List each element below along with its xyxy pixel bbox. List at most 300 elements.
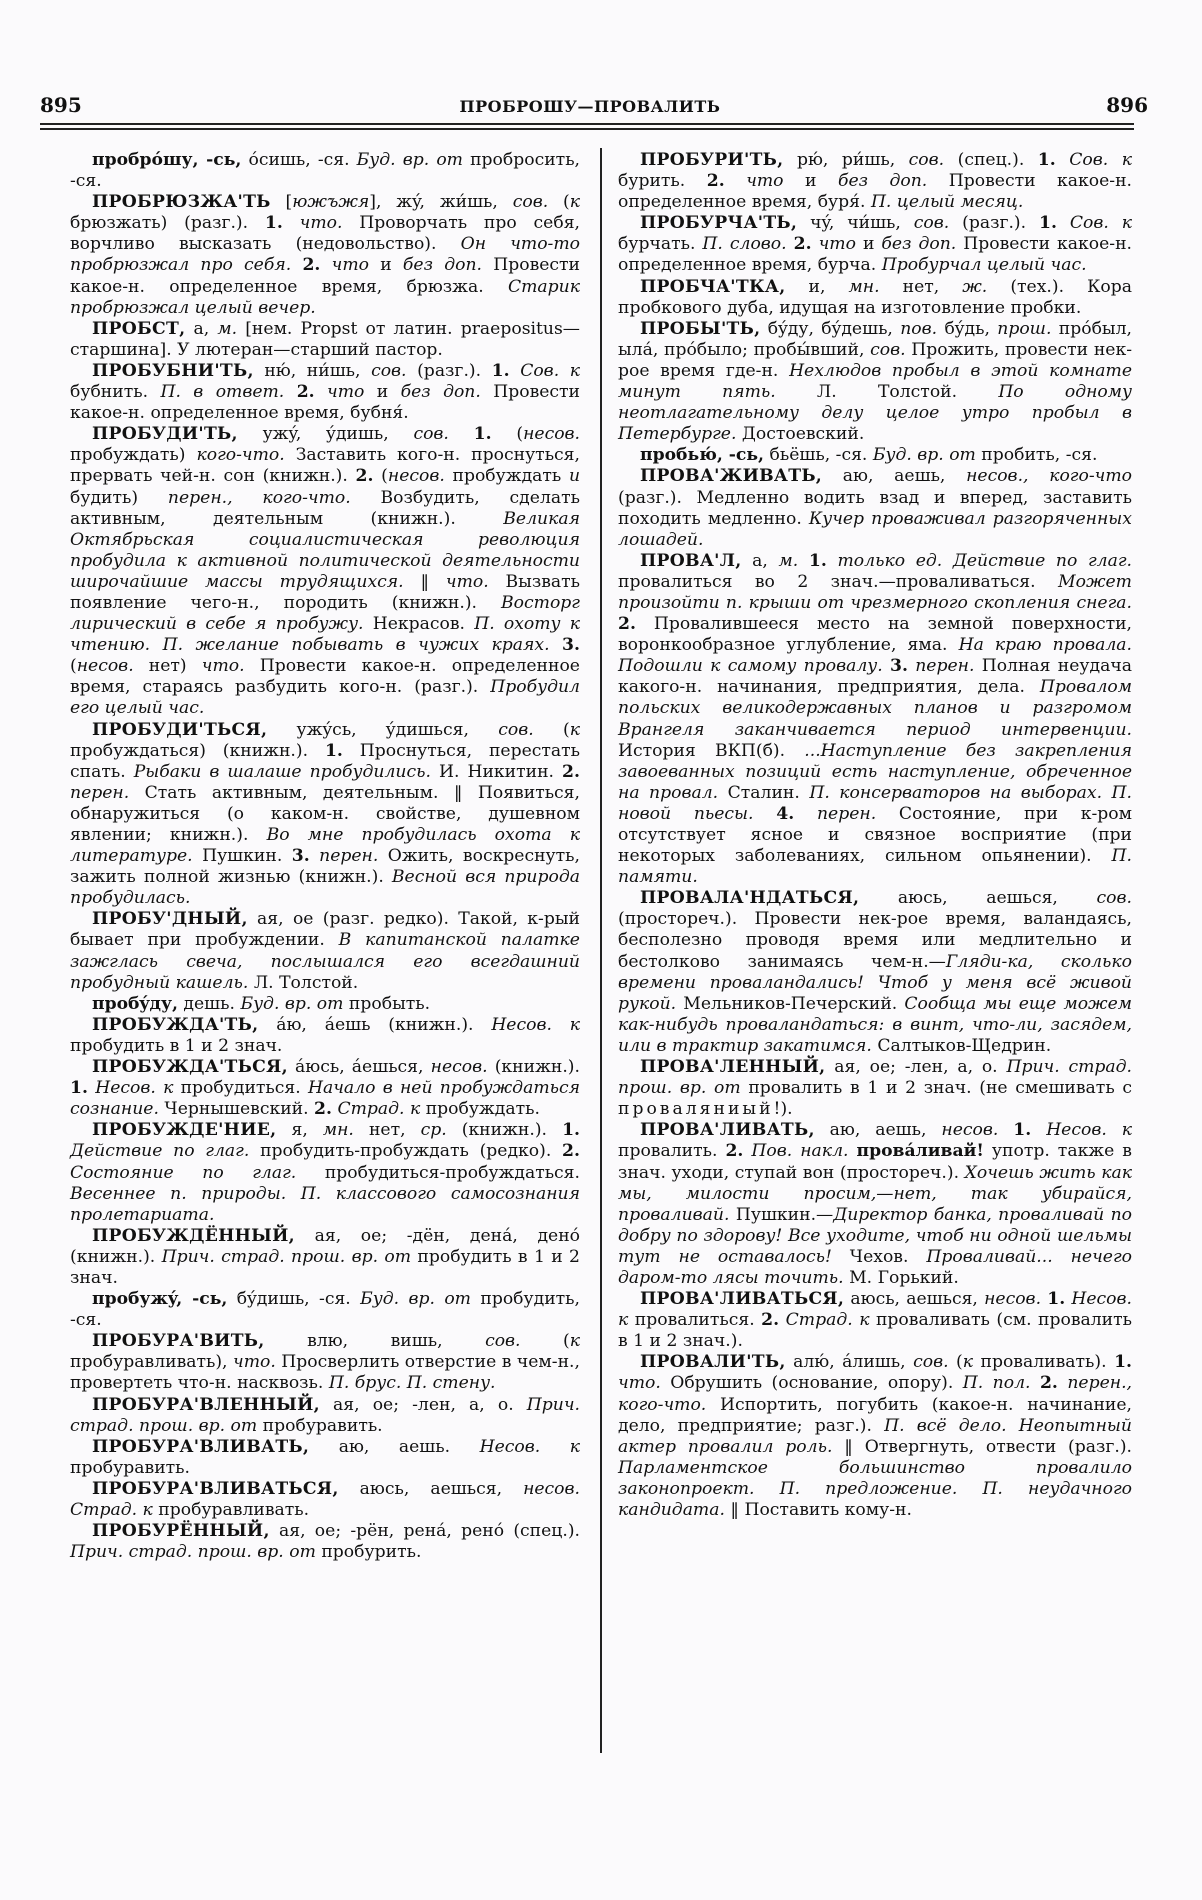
headword: ПРОВАЛИ'ТЬ,: [640, 1352, 786, 1373]
italic-text: П. консерваторов на выборах. П. новой пьесы.: [618, 782, 1132, 824]
italic-text: Хочешь жить как мы, милости просим,—нет, так убирайся, проваливай.: [618, 1162, 1132, 1225]
definition-text: (: [533, 719, 570, 740]
headword: ПРОБУРЧА'ТЬ,: [640, 213, 798, 234]
sense-number: 2.: [761, 1310, 780, 1331]
italic-text: перен.: [915, 656, 975, 677]
italic-text: Несов. к: [1046, 1120, 1132, 1141]
definition-text: (: [491, 424, 524, 445]
definition-text: ‖ Поставить кому-н.: [724, 1500, 912, 1520]
headword: ПРОБРЮЗЖА'ТЬ: [92, 192, 271, 213]
dictionary-entry: [70, 1331, 580, 1394]
definition-text: [1031, 1373, 1040, 1393]
italic-text: сов.: [413, 424, 449, 445]
definition-text: [998, 1120, 1013, 1140]
dictionary-entry: [618, 150, 1132, 213]
italic-text: Пробудил его целый час.: [70, 677, 580, 719]
sense-number: 3.: [562, 635, 580, 656]
page-number-left: 895: [40, 93, 82, 117]
definition-text: пробуравливать.: [152, 1500, 310, 1520]
definition-text: Состояние, при к-ром отсутствует ясное и связное восприятие (при некоторых заболеваниях, сильном опьянении).: [618, 803, 1132, 867]
definition-text: Обрушить (основание, опору).: [660, 1373, 963, 1394]
headword: ПРОБСТ,: [92, 318, 186, 339]
definition-text: бýдь,: [937, 318, 998, 339]
dictionary-entry: [70, 319, 580, 361]
italic-text: без доп.: [881, 234, 957, 255]
definition-text: провалить в 1 и 2 знач. (не смешивать с: [740, 1078, 1132, 1099]
definition-text: Провести какое-н. определенное время, бубня́.: [70, 382, 581, 424]
italic-text: перен.: [70, 782, 130, 803]
definition-text: влю, вишь,: [264, 1331, 486, 1352]
sense-number: 2.: [302, 255, 321, 276]
definition-text: [827, 551, 838, 571]
italic-text: Буд. вр. от: [872, 445, 976, 466]
definition-text: (: [70, 656, 77, 677]
definition-text: Л. Толстой.: [775, 382, 999, 403]
italic-text: ср.: [420, 1120, 447, 1141]
definition-text: ], жý, жи́шь,: [369, 192, 513, 213]
definition-text: [550, 635, 562, 655]
definition-text: (: [548, 192, 570, 213]
definition-text: прóбыл, ыла́, прóбыло; пробы́вший,: [618, 318, 1132, 360]
definition-text: Проворчать про себя, ворчливо высказать (недовольство).: [70, 213, 580, 255]
italic-text: мн.: [848, 276, 880, 297]
definition-text: Мельников-Печерский.: [676, 993, 905, 1014]
definition-text: ‖ Отвергнуть, отвести (разг.).: [832, 1436, 1133, 1457]
italic-text: Страд. к: [785, 1310, 870, 1331]
definition-text: ужý, ýдишь,: [237, 424, 414, 445]
italic-text: Сов. к: [520, 360, 580, 381]
italic-text: Несов. к: [618, 1289, 1132, 1331]
definition-text: И. Никитин.: [430, 761, 563, 782]
definition-text: (книжн.).: [487, 1057, 580, 1078]
headword: ПРОБУ'ДНЫЙ,: [92, 909, 248, 930]
definition-text: Провалившееся место на земной поверхности, воронкообразное углубление, яма.: [618, 614, 1132, 656]
italic-text: сов.: [371, 360, 407, 381]
italic-text: несов.: [941, 1120, 999, 1141]
headword: ПРОВА'ЛИВАТЬ,: [640, 1120, 815, 1141]
definition-text: Ожить, воскреснуть, зажить полной жизнью (книжн.).: [70, 846, 581, 888]
sense-number: 2.: [618, 614, 636, 635]
italic-text: несов.: [430, 1057, 488, 1078]
definition-text: (: [520, 1331, 570, 1352]
headword: пробью́, -сь,: [640, 445, 765, 466]
italic-text: Гляди-ка, сколько времени проваландались! Чтоб у меня всё живой рукой.: [618, 951, 1132, 1014]
definition-text: áюсь, áешься,: [287, 1057, 431, 1078]
dictionary-entry: [618, 319, 1132, 446]
definition-text: проваливать (см. провалить в 1 и 2 знач.).: [618, 1310, 1132, 1352]
italic-text: Может произойти п. крыши от чрезмерного скопления снега.: [618, 571, 1132, 613]
definition-text: (книжн.).: [446, 1120, 563, 1141]
definition-text: а,: [185, 318, 218, 339]
sense-number: 1.: [264, 213, 283, 234]
sense-number: 2.: [562, 761, 580, 782]
page-number-right: 896: [1106, 93, 1148, 117]
headword: ПРОВА'ЛИВАТЬСЯ,: [640, 1289, 845, 1310]
definition-text: [1031, 1120, 1046, 1140]
definition-text: пробуждать): [70, 445, 197, 466]
definition-text: пробуждать.: [420, 1099, 540, 1120]
dictionary-entry: [618, 445, 1132, 466]
definition-text: а,: [741, 550, 779, 571]
definition-text: [812, 234, 819, 254]
italic-text: Несов. к: [491, 1014, 580, 1035]
definition-text: Сталин.: [718, 782, 810, 803]
headword: ПРОБУДИ'ТЬ,: [92, 424, 238, 445]
definition-text: Салтыков-Щедрин.: [871, 1035, 1052, 1056]
definition-text: óсишь, -ся.: [241, 150, 357, 170]
italic-text: к: [569, 719, 580, 740]
dictionary-entry: [70, 1057, 580, 1120]
dictionary-entry: [70, 720, 580, 910]
sense-number: 1.: [473, 424, 492, 445]
italic-text: П. памяти.: [618, 846, 1132, 888]
headword: ПРОБУЖДА'ТЬ,: [92, 1014, 259, 1035]
headword: пробужý, -сь,: [92, 1289, 228, 1310]
definition-text: аюсь, аешься,: [338, 1478, 524, 1499]
definition-text: [848, 1141, 856, 1161]
italic-text: Сообща мы еще можем как-нибудь проваландаться: в винт, что-ли, засядем, или в трактир закатимся.: [618, 993, 1132, 1056]
definition-text: Пушкин.—: [729, 1204, 834, 1225]
headword: ПРОБУДИ'ТЬСЯ,: [92, 719, 268, 740]
definition-text: [883, 656, 890, 676]
definition-text: пробудить, -ся.: [70, 1289, 580, 1331]
italic-text: к: [962, 1352, 974, 1373]
definition-text: [284, 382, 296, 402]
definition-text: Провести какое-н. определенное время, брюзжа.: [70, 255, 581, 297]
definition-text: провалить.: [618, 1141, 726, 1162]
italic-text: В капитанской палатке зажглась свеча, послышался его всегдашний пробудный кашель.: [70, 930, 580, 993]
definition-text: М. Горький.: [843, 1267, 959, 1288]
definition-text: ‖: [403, 571, 446, 592]
definition-text: аю, аешь,: [822, 466, 967, 487]
definition-text: [310, 846, 319, 866]
definition-text: [754, 804, 777, 824]
definition-text: пробыть.: [343, 993, 431, 1014]
italic-text: к: [569, 192, 581, 213]
header-rule: [40, 123, 1134, 125]
definition-text: Пушкин.: [192, 846, 292, 867]
italic-text: сов.: [498, 719, 534, 740]
italic-text: Нехлюдов пробыл в этой комнате минут пять.: [618, 360, 1132, 403]
definition-text: Л. Толстой.: [248, 972, 359, 993]
italic-text: Парламентское большинство провалило законопроект. П. предложение. П. неудачного кандидата.: [618, 1457, 1132, 1520]
italic-text: несов.: [523, 424, 581, 445]
definition-text: провалиться во 2 знач.—проваливаться.: [618, 571, 1059, 592]
definition-text: !).: [773, 1099, 793, 1120]
italic-text: Директор банка, проваливай по добру по здорову! Все уходите, чтоб ни одной шельмы тут не оставалось!: [618, 1204, 1132, 1267]
headword: ПРОБУБНИ'ТЬ,: [92, 360, 254, 381]
italic-text: Сов. к: [1069, 213, 1132, 234]
definition-text: пробудиться.: [173, 1078, 308, 1099]
definition-text: [449, 424, 474, 444]
sense-number: 1.: [70, 1078, 88, 1099]
headword: ПРОВА'ЖИВАТЬ,: [640, 466, 823, 487]
definition-text: бýдишь, -ся.: [227, 1289, 361, 1310]
sense-number: 3.: [291, 846, 310, 867]
definition-text: бубнить.: [70, 382, 161, 403]
italic-text: что.: [618, 1373, 661, 1394]
dictionary-entry: [70, 424, 580, 719]
dictionary-entry: [70, 150, 580, 192]
definition-text: История ВКП(б).: [618, 740, 805, 761]
left-column: [70, 150, 580, 1563]
italic-text: Страд. к: [337, 1099, 421, 1120]
sense-number: 1.: [1013, 1120, 1032, 1141]
italic-text: Действие по глаг.: [70, 1141, 250, 1162]
italic-text: сов.: [512, 192, 549, 213]
dictionary-entry: [70, 994, 580, 1015]
italic-text: что.: [233, 1352, 276, 1373]
sense-number: 1.: [324, 740, 343, 761]
definition-text: и: [364, 382, 401, 403]
italic-text: несов., кого-что: [966, 466, 1132, 487]
italic-text: Весеннее п. природы. П. классового самосознания пролетариата.: [70, 1183, 580, 1225]
italic-text: Буд. вр. от: [356, 150, 463, 170]
definition-text: [320, 255, 331, 275]
definition-text: рю́, ри́шь,: [783, 150, 909, 170]
dictionary-entry: [70, 1226, 580, 1289]
sense-number: 2.: [706, 171, 725, 192]
definition-text: [нем. Propst от латин. praepositus—старшина]. У лютеран—старший пастор.: [70, 318, 580, 360]
headword: ПРОБУРА'ВЛЕННЫЙ,: [92, 1394, 320, 1415]
definition-text: Вызвать появление чего-н., породить (книжн.).: [70, 571, 581, 613]
definition-text: пробуравливать),: [70, 1352, 233, 1373]
definition-text: брюзжать) (разг.).: [70, 213, 265, 234]
dictionary-entry: [618, 1352, 1132, 1521]
definition-text: [1057, 213, 1070, 233]
sense-number: 2.: [296, 382, 315, 403]
definition-text: ая, ое; -лен, а, о.: [825, 1057, 1007, 1078]
italic-text: сов.: [908, 150, 945, 170]
italic-text: перен., кого-что.: [618, 1373, 1132, 1415]
italic-text: Начало в ней пробуждаться сознание.: [70, 1078, 580, 1120]
italic-text: Прич. страд. прош. вр. от: [161, 1246, 412, 1267]
italic-text: и: [568, 466, 581, 487]
definition-text: бурить.: [618, 171, 707, 192]
definition-text: Испортить, погубить (какое-н. начинание, дело, предприятие; разг.).: [618, 1394, 1132, 1436]
headword: ПРОБЧА'ТКА,: [640, 276, 786, 297]
definition-text: ая, ое; -дён, дена́, дено́ (книжн.).: [70, 1225, 580, 1267]
italic-text: что: [818, 234, 856, 255]
definition-text: [787, 234, 794, 254]
definition-text: бьёшь, -ся.: [764, 445, 873, 466]
definition-text: аю, аешь,: [814, 1120, 942, 1141]
italic-text: перен.: [319, 846, 379, 867]
definition-text: бýду, бýдешь,: [760, 318, 901, 339]
italic-text: к: [569, 1331, 580, 1352]
sense-number: прова́ливай!: [856, 1141, 984, 1162]
sense-number: 2.: [1039, 1373, 1058, 1394]
italic-text: Он что-то пробрюзжал про себя.: [70, 234, 580, 276]
definition-text: [510, 361, 521, 381]
italic-text: прош.: [997, 318, 1052, 339]
sense-number: 1.: [1039, 213, 1057, 234]
sense-number: 2.: [725, 1141, 744, 1162]
definition-text: (спец.).: [944, 150, 1038, 170]
italic-text: Кучер проваживал разгоряченных лошадей.: [618, 508, 1132, 550]
italic-text: только ед. Действие по глаг.: [837, 550, 1133, 571]
italic-text: Пов. накл.: [751, 1141, 849, 1162]
dictionary-entry: [70, 1289, 580, 1331]
sense-number: 1.: [1114, 1352, 1133, 1373]
definition-text: Полная неудача какого-н. начинания, предприятия, дела.: [618, 656, 1132, 698]
italic-text: без доп.: [400, 382, 481, 403]
definition-text: употр. также в знач. уходи, ступай вон (простореч.).: [618, 1141, 1132, 1183]
italic-text: Весной вся природа пробудилась.: [70, 867, 580, 909]
dictionary-entry: [70, 1437, 580, 1479]
definition-text: (: [373, 466, 388, 487]
definition-text: аюсь, аешься,: [844, 1289, 985, 1310]
italic-text: м.: [778, 550, 799, 571]
definition-text: пробросить, -ся.: [70, 150, 581, 192]
dictionary-entry: [618, 888, 1132, 1057]
definition-text: и: [855, 234, 882, 255]
italic-text: Старик пробрюзжал целый вечер.: [70, 276, 580, 318]
definition-text: пробить, -ся.: [975, 445, 1098, 466]
dictionary-entry: [618, 1120, 1132, 1289]
definition-text: [725, 171, 747, 191]
dictionary-entry: [70, 1479, 580, 1521]
italic-text: сов.: [1096, 888, 1132, 909]
italic-text: Прич. страд. прош. вр. от: [618, 1057, 1132, 1099]
italic-text: На краю провала. Подошли к самому провалу.: [618, 635, 1132, 677]
definition-text: (тех.). Кора пробкового дуба, идущая на изготовление пробки.: [618, 276, 1132, 318]
definition-text: (разг.).: [406, 360, 492, 381]
italic-text: несов.: [76, 656, 134, 677]
definition-text: ая, ое; -лен, а, о.: [319, 1394, 527, 1415]
headword: пробрóшу, -сь,: [92, 150, 242, 170]
definition-text: провалиться.: [628, 1310, 762, 1331]
headword: ПРОВАЛА'НДАТЬСЯ,: [640, 888, 860, 909]
italic-text: Несов. к: [479, 1436, 580, 1457]
definition-text: [794, 804, 817, 824]
sense-number: 3.: [890, 656, 908, 677]
italic-text: Рыбаки в шалаше пробудились.: [133, 761, 431, 782]
definition-text: [798, 551, 809, 571]
header-rule-double: [40, 128, 1134, 130]
definition-text: пробудить в 1 и 2 знач.: [70, 1035, 283, 1056]
italic-text: кого-что.: [196, 445, 285, 466]
dictionary-entry: [70, 1521, 580, 1563]
italic-text: сов.: [913, 213, 950, 234]
definition-text: чý, чи́шь,: [797, 213, 914, 234]
headword: ПРОБУРА'ВЛИВАТЬСЯ,: [92, 1478, 339, 1499]
definition-text: (разг.). Медленно водить взад и вперед, заставить походить медленно.: [618, 487, 1132, 529]
sense-number: 1.: [1047, 1289, 1066, 1310]
definition-text: ая, ое; -рён, рена́, рено́ (спец.).: [269, 1521, 580, 1542]
spaced-text: проваляниый: [618, 1099, 774, 1120]
sense-number: 1.: [808, 550, 827, 571]
definition-text: Чехов.: [831, 1246, 927, 1267]
italic-text: м.: [217, 318, 238, 339]
definition-text: Некрасов.: [363, 614, 475, 635]
sense-number: 2.: [314, 1099, 332, 1120]
sense-number: 1.: [491, 360, 510, 381]
italic-text: мн.: [322, 1120, 354, 1141]
italic-text: без доп.: [837, 171, 928, 192]
definition-text: пробуждаться) (книжн.).: [70, 740, 325, 761]
italic-text: ...Наступление без закрепления завоеванных позиций есть наступление, обреченное на провал.: [618, 740, 1132, 803]
definition-text: [315, 382, 327, 402]
dictionary-entry: [618, 466, 1132, 550]
italic-text: Сов. к: [1069, 150, 1133, 170]
definition-text: пробуравить.: [257, 1415, 383, 1436]
definition-text: Стать активным, деятельным. ‖ Появиться, обнаружиться (о каком-н. свойстве, душевном явлении; книжн.).: [70, 782, 580, 845]
italic-text: сов.: [913, 1352, 949, 1373]
italic-text: что: [746, 171, 784, 192]
italic-text: южъжя: [292, 192, 370, 213]
headword: ПРОБУРИ'ТЬ,: [640, 150, 784, 170]
definition-text: Заставить кого-н. проснуться, прервать чей-н. сон (книжн.).: [70, 445, 580, 487]
running-title: ПРОБРОШУ—ПРОВАЛИТЬ: [459, 97, 721, 116]
dictionary-entry: [618, 1289, 1132, 1352]
definition-text: и,: [785, 276, 849, 297]
right-column: [618, 150, 1132, 1521]
italic-text: Проваливай... нечего даром-то лясы точить.: [618, 1246, 1133, 1288]
italic-text: несов.: [387, 466, 445, 487]
italic-text: ж.: [962, 276, 988, 297]
definition-text: пробурить.: [315, 1542, 422, 1563]
definition-text: пробуждать: [444, 466, 569, 487]
italic-text: Прич. страд. прош. вр. от: [70, 1394, 580, 1436]
definition-text: нет,: [879, 276, 963, 297]
headword: ПРОБУРА'ВИТЬ,: [92, 1331, 265, 1352]
definition-text: пробудить в 1 и 2 знач.: [70, 1246, 580, 1288]
italic-text: Состояние по глаг.: [70, 1162, 297, 1183]
italic-text: Провалом польских великодержавных планов и разгромом Врангеля заканчивается период интервенции.: [618, 677, 1132, 740]
headword: ПРОБУЖДЕ'НИЕ,: [92, 1120, 277, 1141]
italic-text: что.: [201, 656, 245, 677]
sense-number: 1.: [1037, 150, 1056, 170]
dictionary-entry: [618, 213, 1132, 276]
italic-text: пов.: [900, 318, 938, 339]
definition-text: ая, ое (разг. редко). Такой, к-рый бывает при пробуждении.: [70, 909, 580, 951]
italic-text: П. брус. П. стену.: [328, 1373, 496, 1394]
definition-text: (простореч.). Провести нек-рое время, валандаясь, бесполезно проводя время или медлительно и бестолково занимаясь чем-н.—: [618, 909, 1132, 972]
dictionary-entry: [70, 909, 580, 993]
definition-text: Проснуться, перестать спать.: [70, 740, 580, 782]
definition-text: аюсь, аешься,: [859, 888, 1097, 909]
definition-text: [1058, 1373, 1067, 1393]
definition-text: будить): [70, 487, 168, 508]
italic-text: что.: [445, 571, 489, 592]
definition-text: Провести какое-н. определенное время, бурча.: [618, 234, 1133, 276]
italic-text: несов. Страд. к: [70, 1478, 580, 1520]
definition-text: Просверлить отверстие в чем-н., провертеть что-н. насквозь.: [70, 1352, 580, 1394]
definition-text: Провести какое-н. определенное время, буря́.: [618, 171, 1132, 213]
italic-text: что: [331, 255, 369, 276]
dictionary-entry: [70, 361, 580, 424]
definition-text: и: [368, 255, 403, 276]
italic-text: П. всё дело. Неопытный актер провалил роль.: [618, 1415, 1132, 1457]
definition-text: дешь.: [177, 993, 241, 1014]
dictionary-entry: [618, 551, 1132, 889]
dictionary-entry: [70, 1120, 580, 1225]
definition-text: пробудиться-пробуждаться.: [296, 1162, 580, 1183]
italic-text: П. в ответ.: [160, 382, 285, 403]
column-divider: [600, 148, 602, 1753]
definition-text: [1056, 150, 1070, 170]
definition-text: Провести какое-н. определенное время, стараясь разбудить кого-н. (разг.).: [70, 656, 580, 698]
sense-number: 2.: [562, 1141, 580, 1162]
headword: ПРОВА'ЛЕННЫЙ,: [640, 1057, 826, 1078]
definition-text: (: [948, 1352, 963, 1373]
sense-number: 2.: [793, 234, 812, 255]
definition-text: áю, áешь (книжн.).: [258, 1014, 492, 1035]
italic-text: Буд. вр. от: [240, 993, 344, 1014]
headword: ПРОВА'Л,: [640, 550, 742, 571]
definition-text: пробуравить.: [70, 1457, 190, 1478]
